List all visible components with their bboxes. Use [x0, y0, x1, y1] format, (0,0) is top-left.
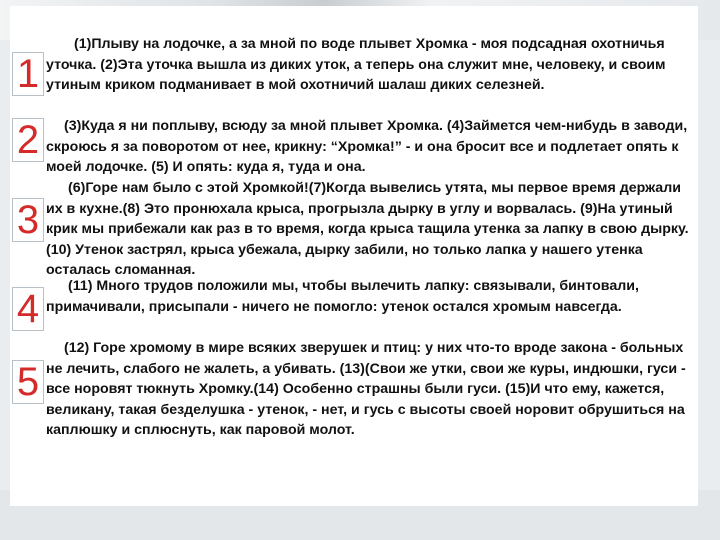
- paragraph-4: (11) Много трудов положили мы, чтобы вылечить лапку: связывали, бинтовали, примачивали, присыпали - ничего не помогло: утенок остался хромым навсегда.: [46, 278, 639, 315]
- paragraph-number-1: 1: [12, 52, 44, 96]
- paragraph-number-5: 5: [12, 360, 44, 404]
- paragraph-2: (3)Куда я ни поплыву, всюду за мной плывет Хромка. (4)Займется чем-нибудь в заводи, скроюсь я за поворотом от нее, крикну: “Хромка!” - и она бросит все и подлетает опять к моей лодочке. (5) И опять: куда я, туда и она.: [46, 118, 688, 175]
- paragraph-1: (1)Плыву на лодочке, а за мной по воде плывет Хромка - моя подсадная охотничья уточка. (2)Эта уточка вышла из диких уток, а теперь она служит мне, человеку, и своим утиным криком подманивает в мой охотничий шалаш диких селезней.: [46, 36, 666, 93]
- paragraph-number-3: 3: [12, 198, 44, 242]
- paragraph-number-2: 2: [12, 118, 44, 162]
- paragraph-5: (12) Горе хромому в мире всяких зверушек и птиц: у них что-то вроде закона - больных не лечить, слабого не жалеть, а убивать. (13)(Свои же утки, свои же куры, индюшки, гуси - все норовят тюкнуть Хромку.(14) Особенно страшны были гуси. (15)И что ему, кажется, великану, такая безделушка - утенок, - нет, и гусь с высоты своей норовит обрушиться на каплюшку и сплюснуть, как паровой молот.: [46, 340, 686, 438]
- paragraph-3: (6)Горе нам было с этой Хромкой!(7)Когда вывелись утята, мы первое время держали их в кухне.(8) Это пронюхала крыса, прогрызла дырку в углу и ворвалась. (9)На утиный крик мы прибежали как раз в то время, когда крыса тащила утенка за лапку в свою дырку. (10) Утенок застрял, крыса убежала, дырку забили, но только лапка у нашего утенка осталась сломанная.: [46, 180, 689, 278]
- paragraph-number-4: 4: [12, 287, 44, 331]
